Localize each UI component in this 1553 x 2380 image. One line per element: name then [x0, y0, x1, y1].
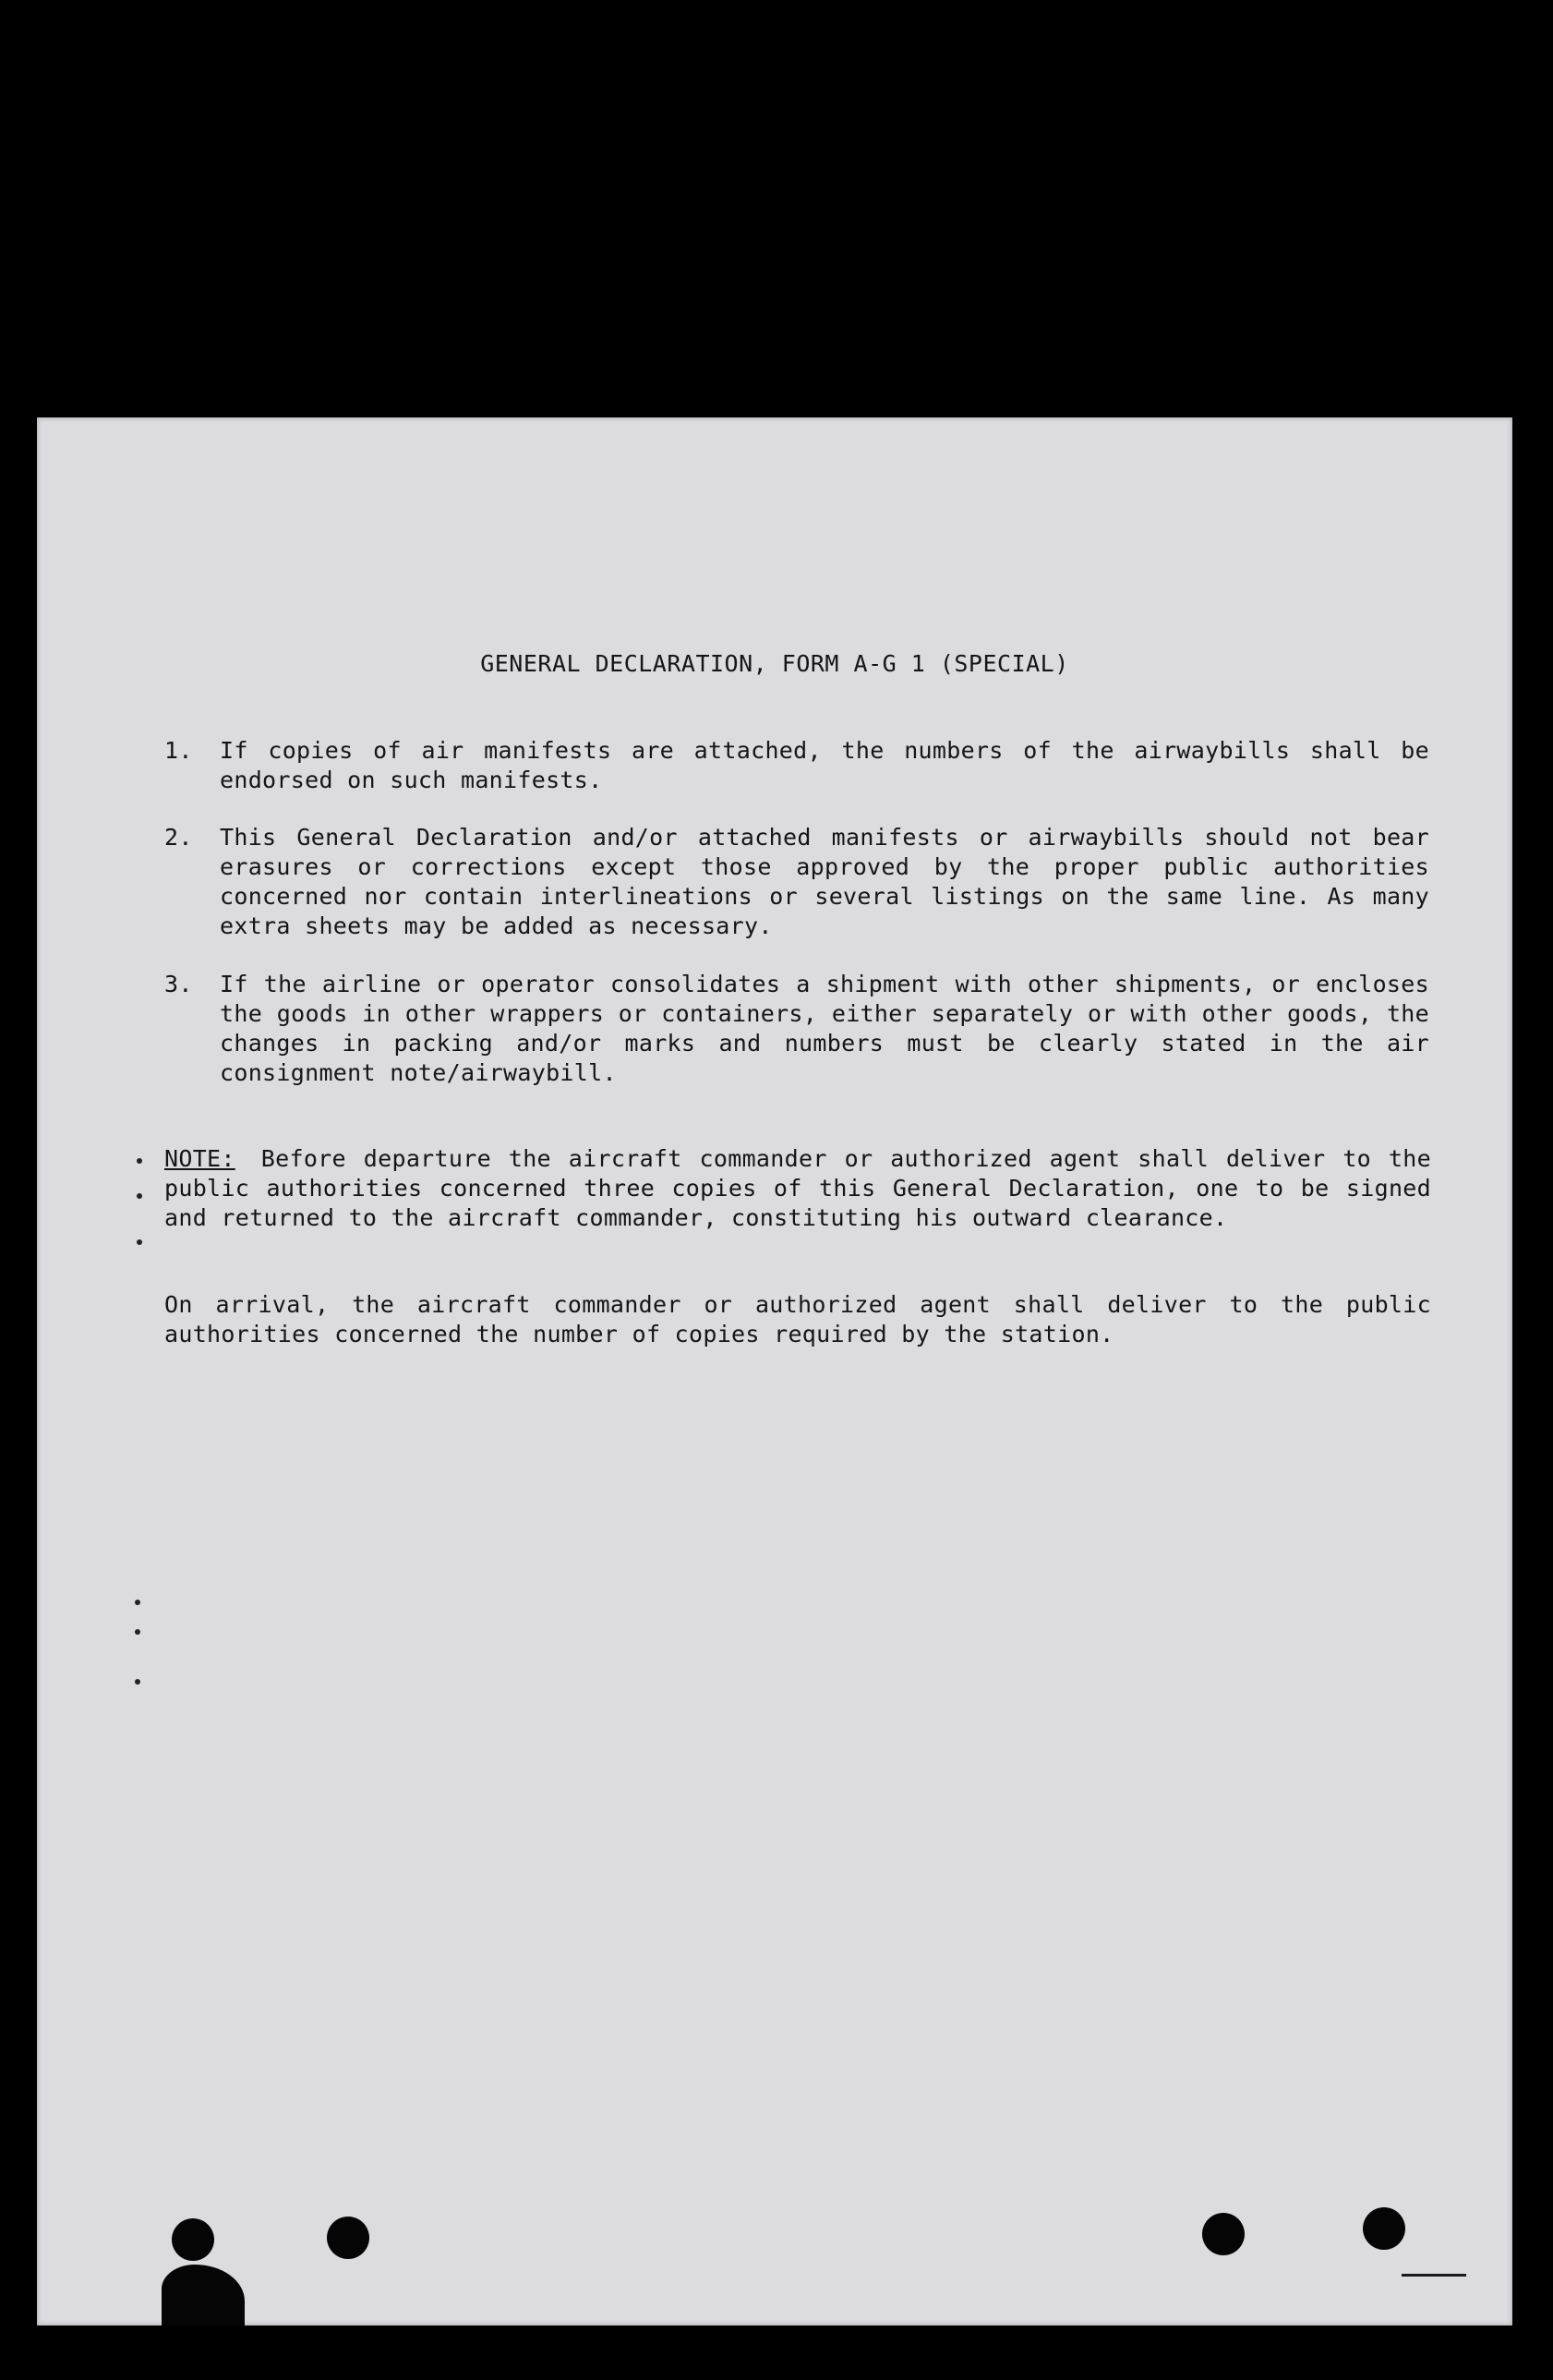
margin-dot — [135, 1679, 140, 1685]
stray-mark — [1402, 2274, 1466, 2277]
item-text: This General Declaration and/or attached manifests or airwaybills should not bear erasures or corrections except those approved by the proper public authorities concerned nor contain interlineations or several listings on the same line. As many extra sheets may be added as necessary. — [220, 824, 1429, 939]
punch-hole — [1202, 2213, 1245, 2255]
margin-dot — [137, 1239, 142, 1245]
margin-dot — [135, 1629, 140, 1635]
note-text: Before departure the aircraft commander or authorized agent shall deliver to the public authorities concerned three copies of this General Declaration, one to be signed and returned to the aircraft commander, constituting his outward clearance. — [164, 1145, 1431, 1231]
arrival-paragraph: On arrival, the aircraft commander or authorized agent shall deliver to the public authorities concerned the number of copies required by the station. — [164, 1291, 1431, 1347]
torn-edge — [162, 2265, 245, 2326]
document-title: GENERAL DECLARATION, FORM A-G 1 (SPECIAL) — [480, 650, 1069, 677]
punch-hole — [172, 2218, 214, 2261]
margin-dot — [137, 1158, 142, 1164]
paper-sheet — [37, 417, 1512, 2326]
item-number: 2. — [164, 824, 193, 851]
item-text: If copies of air manifests are attached, the numbers of the airwaybills shall be endorsed on such manifests. — [220, 737, 1429, 793]
item-text: If the airline or operator consolidates a shipment with other shipments, or encloses the goods in other wrappers or containers, either separately or with other goods, the changes in packing and/or marks and numbers must be clearly stated in the air consignment note/airwaybill. — [220, 971, 1429, 1086]
note-paragraph — [164, 1144, 1431, 1233]
margin-dot — [135, 1600, 140, 1605]
punch-hole — [327, 2217, 369, 2259]
note-label: NOTE: — [164, 1145, 235, 1172]
item-number: 3. — [164, 971, 193, 997]
punch-hole — [1363, 2207, 1405, 2250]
margin-dot — [137, 1193, 142, 1199]
item-number: 1. — [164, 737, 193, 764]
